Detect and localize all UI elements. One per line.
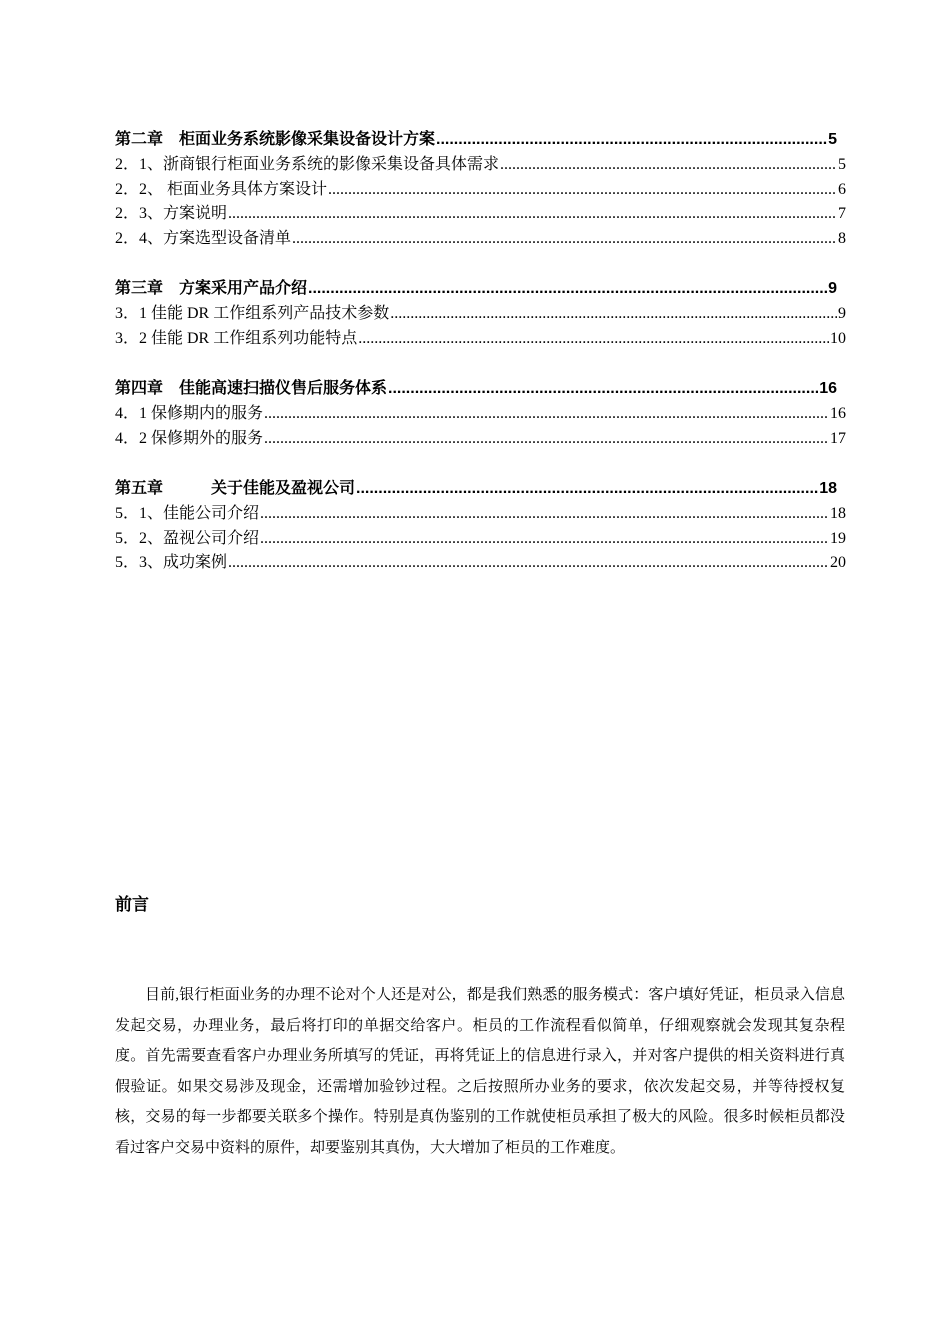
toc-leader-dots: [264, 405, 829, 423]
toc-leader-dots: [260, 530, 829, 548]
toc-section-entry[interactable]: [115, 200, 846, 225]
toc-chapter-title: 第二章 柜面业务系统影像采集设备设计方案: [115, 131, 436, 148]
toc-section-entry[interactable]: [115, 151, 846, 176]
toc-page-number: 10: [830, 329, 846, 347]
toc-section-title: 2．2、 柜面业务具体方案设计: [115, 180, 328, 198]
toc-page-number: 20: [830, 554, 846, 571]
toc-page-number: 18: [819, 480, 837, 497]
toc-page-number: 6: [838, 180, 846, 198]
toc-leader-dots: [264, 430, 829, 448]
toc-section-entry[interactable]: [115, 300, 846, 325]
toc-page-number: 9: [838, 305, 846, 322]
toc-page-number: 9: [828, 280, 837, 297]
toc-section-title: 2．1、浙商银行柜面业务系统的影像采集设备具体需求: [115, 156, 500, 173]
toc-leader-dots: [228, 554, 829, 572]
toc-leader-dots: [390, 305, 837, 323]
toc-page-number: 7: [838, 205, 846, 222]
toc-leader-dots: [358, 330, 829, 348]
toc-section-entry[interactable]: [115, 325, 846, 350]
toc-chapter-entry[interactable]: [115, 475, 837, 500]
toc-section-title: 4．2 保修期外的服务: [115, 429, 264, 447]
toc-section-entry[interactable]: [115, 176, 846, 201]
toc-page-number: 8: [838, 229, 846, 247]
toc-section-entry[interactable]: [115, 500, 846, 525]
toc-page-number: 19: [830, 529, 846, 547]
toc-chapter-entry[interactable]: [115, 126, 837, 151]
toc-chapter-4: [115, 375, 846, 449]
toc-leader-dots: [292, 230, 837, 248]
preface-paragraph: 目前,银行柜面业务的办理不论对个人还是对公，都是我们熟悉的服务模式：客户填好凭证，柜员录入信息发起交易，办理业务，最后将打印的单据交给客户。柜员的工作流程看似简单，仔细观察就会发现其复杂程度。首先需要查看客户办理业务所填写的凭证，再将凭证上的信息进行录入，并对客户提供的相关资料进行真假验证。如果交易涉及现金，还需增加验钞过程。之后按照所办业务的要求，依次发起交易，并等待授权复核，交易的每一步都要关联多个操作。特别是真伪鉴别的工作就使柜员承担了极大的风险。很多时候柜员都没看过客户交易中资料的原件，却要鉴别其真伪，大大增加了柜员的工作难度。: [115, 987, 845, 1156]
toc-chapter-2: [115, 126, 846, 249]
toc-leader-dots: [388, 380, 818, 398]
toc-leader-dots: [356, 480, 818, 498]
toc-chapter-entry[interactable]: [115, 375, 837, 400]
toc-leader-dots: [228, 205, 837, 223]
toc-chapter-3: [115, 275, 846, 349]
toc-chapter-title: 第三章 方案采用产品介绍: [115, 280, 308, 297]
toc-page-number: 16: [830, 405, 846, 422]
toc-section-title: 3．1 佳能 DR 工作组系列产品技术参数: [115, 305, 390, 322]
toc-section-entry[interactable]: [115, 549, 846, 574]
toc-section-title: 2．4、方案选型设备清单: [115, 229, 292, 247]
toc-chapter-5: [115, 475, 846, 574]
toc-chapter-title: 第四章 佳能高速扫描仪售后服务体系: [115, 380, 388, 397]
toc-chapter-title: 第五章 关于佳能及盈视公司: [115, 480, 356, 497]
toc-chapter-entry[interactable]: [115, 275, 837, 300]
toc-page-number: 18: [830, 505, 846, 522]
toc-leader-dots: [308, 280, 827, 298]
toc-section-title: 2．3、方案说明: [115, 205, 228, 222]
toc-leader-dots: [328, 181, 837, 199]
toc-section-title: 4．1 保修期内的服务: [115, 405, 264, 422]
toc-leader-dots: [260, 505, 829, 523]
toc-page-number: 16: [819, 380, 837, 397]
toc-page-number: 5: [828, 131, 837, 148]
toc-page-number: 17: [830, 429, 846, 447]
preface-heading: 前言: [115, 895, 149, 914]
table-of-contents: [115, 126, 846, 600]
toc-leader-dots: [436, 131, 827, 149]
toc-leader-dots: [500, 156, 837, 174]
toc-section-title: 5．2、盈视公司介绍: [115, 529, 260, 547]
toc-section-entry[interactable]: [115, 225, 846, 250]
toc-section-title: 5．3、成功案例: [115, 554, 228, 571]
toc-section-title: 5．1、佳能公司介绍: [115, 505, 260, 522]
toc-page-number: 5: [838, 156, 846, 173]
toc-section-title: 3．2 佳能 DR 工作组系列功能特点: [115, 329, 358, 347]
toc-section-entry[interactable]: [115, 400, 846, 425]
toc-section-entry[interactable]: [115, 525, 846, 550]
toc-section-entry[interactable]: [115, 425, 846, 450]
